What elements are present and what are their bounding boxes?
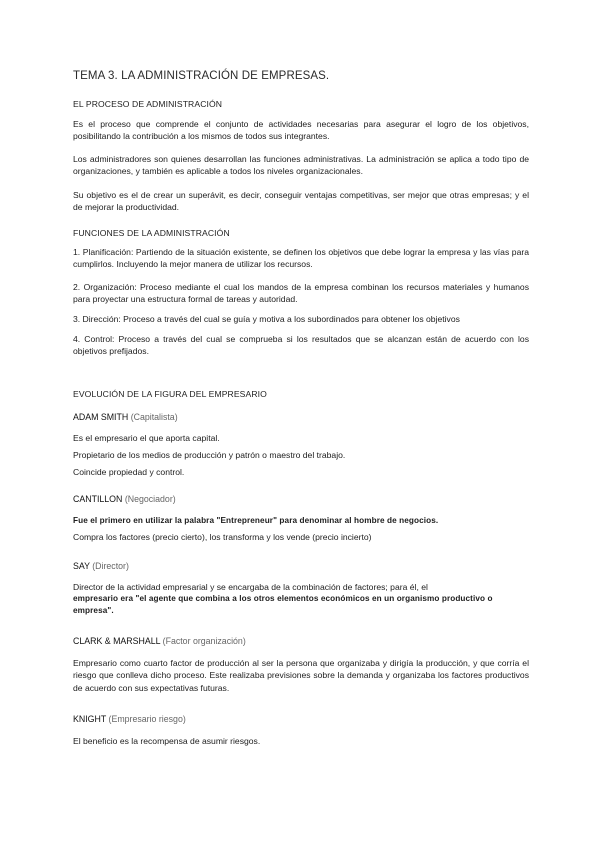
paragraph: Es el proceso que comprende el conjunto de actividades necesarias para asegurar el logro de los objetivos, posibilitando la contribución a los mismos de todos sus integrantes. xyxy=(73,119,529,142)
entrepreneur-role: (Factor organización) xyxy=(162,636,246,646)
entry-line: Propietario de los medios de producción y patrón o maestro del trabajo. xyxy=(73,450,346,460)
section-heading-evolucion: EVOLUCIÓN DE LA FIGURA DEL EMPRESARIO xyxy=(73,389,267,399)
entrepreneur-role: (Empresario riesgo) xyxy=(108,714,186,724)
entrepreneur-heading xyxy=(73,494,176,504)
entrepreneur-role: (Director) xyxy=(92,561,129,571)
entry-line: empresario era "el agente que combina a los otros elementos económicos en un organismo productivo o empresa". xyxy=(73,594,493,616)
entry-line: Director de la actividad empresarial y se encargaba de la combinación de factores; para él, el xyxy=(73,582,428,592)
list-item: 2. Organización: Proceso mediante el cual los mandos de la empresa combinan los recursos materiales y humanos para proyectar una estructura formal de tareas y autoridad. xyxy=(73,282,529,305)
entrepreneur-heading xyxy=(73,714,186,724)
entrepreneur-heading xyxy=(73,636,246,646)
entrepreneur-name: SAY xyxy=(73,561,90,571)
entrepreneur-name: CANTILLON xyxy=(73,494,123,504)
entrepreneur-name: ADAM SMITH xyxy=(73,412,129,422)
section-heading-proceso: EL PROCESO DE ADMINISTRACIÓN xyxy=(73,99,223,109)
entrepreneur-name: KNIGHT xyxy=(73,714,107,724)
entry-line: El beneficio es la recompensa de asumir riesgos. xyxy=(73,736,261,746)
entry-line: Empresario como cuarto factor de producción al ser la persona que organizaba y dirigía la producción, y que corría el riesgo que conlleva dicho proceso. Este realizaba previsiones sobre la demanda y organizaba los factores productivos de acuerdo con sus expectativas futuras. xyxy=(73,658,529,693)
section-heading-funciones: FUNCIONES DE LA ADMINISTRACIÓN xyxy=(73,228,230,238)
paragraph: Los administradores son quienes desarrollan las funciones administrativas. La administración se aplica a todo tipo de organizaciones, y también es aplicable a todos los niveles organizacionales. xyxy=(73,154,529,177)
entrepreneur-name: CLARK & MARSHALL xyxy=(73,636,161,646)
list-item: 3. Dirección: Proceso a través del cual se guía y motiva a los subordinados para obtener los objetivos xyxy=(73,314,460,324)
entry-line: Fue el primero en utilizar la palabra "Entrepreneur" para denominar al hombre de negocios. xyxy=(73,516,439,525)
document-title: TEMA 3. LA ADMINISTRACIÓN DE EMPRESAS. xyxy=(73,70,330,82)
entrepreneur-role: (Capitalista) xyxy=(130,412,178,422)
list-item: 1. Planificación: Partiendo de la situación existente, se definen los objetivos que debe lograr la empresa y las vías para cumplirlos. Incluyendo la mejor manera de utilizar los recursos. xyxy=(73,247,529,270)
entrepreneur-heading xyxy=(73,412,178,422)
entry-line: Coincide propiedad y control. xyxy=(73,467,185,477)
list-item: 4. Control: Proceso a través del cual se comprueba si los resultados que se alcanzan están de acuerdo con los objetivos prefijados. xyxy=(73,334,529,357)
entry-line: Es el empresario el que aporta capital. xyxy=(73,433,220,443)
entrepreneur-role: (Negociador) xyxy=(124,494,176,504)
entry-line: Compra los factores (precio cierto), los transforma y los vende (precio incierto) xyxy=(73,532,372,542)
entrepreneur-heading xyxy=(73,561,129,571)
paragraph: Su objetivo es el de crear un superávit, es decir, conseguir ventajas competitivas, ser mejor que otras empresas; y el de mejorar la productividad. xyxy=(73,190,529,213)
